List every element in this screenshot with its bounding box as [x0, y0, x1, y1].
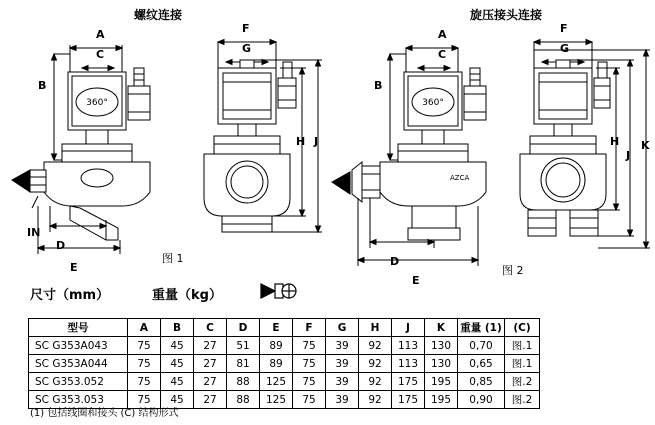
callout-b-fig1: B: [38, 79, 47, 92]
cell-model: SC G353.053: [29, 391, 128, 409]
table-row: [29, 355, 540, 373]
cell-model: SC G353A043: [29, 337, 128, 355]
th-weight: 重量 (1): [458, 319, 505, 337]
cell-b: 45: [161, 355, 194, 373]
callout-d-fig1: D: [56, 239, 66, 252]
callout-k-fig2: K: [641, 139, 650, 152]
cell-j: 175: [392, 391, 425, 409]
th-c: C: [194, 319, 227, 337]
th-a: A: [128, 319, 161, 337]
cell-a: 75: [128, 337, 161, 355]
th-model: 型号: [29, 319, 128, 337]
th-construction: (C): [505, 319, 540, 337]
th-b: B: [161, 319, 194, 337]
figure-caption-2: 图 2: [502, 264, 524, 277]
group-title-compression: 旋压接头连接: [470, 8, 543, 22]
cell-a: 75: [128, 355, 161, 373]
valve-drawing-fig1-sideview: [190, 20, 330, 270]
label-weight: 重量（kg）: [152, 288, 222, 303]
cell-e: 89: [260, 337, 293, 355]
callout-j-fig1: J: [314, 135, 319, 148]
cell-f: 75: [293, 355, 326, 373]
cell-f: 75: [293, 373, 326, 391]
callout-a-fig1: A: [96, 28, 105, 41]
valve-drawing-fig2-compression: [328, 20, 518, 280]
callout-g-fig2: G: [560, 42, 570, 55]
callout-d-fig2: D: [390, 255, 400, 268]
cell-c: 27: [194, 337, 227, 355]
callout-h-fig1: H: [296, 135, 306, 148]
group-title-threaded: 螺纹连接: [134, 8, 183, 22]
valve-drawing-fig2-sideview: [508, 20, 654, 280]
svg-text:360°: 360°: [86, 98, 108, 108]
callout-e-fig1: E: [70, 261, 78, 274]
cell-j: 113: [392, 337, 425, 355]
cell-c: 27: [194, 373, 227, 391]
callout-c-fig2: C: [438, 48, 447, 61]
cell-a: 75: [128, 373, 161, 391]
cell-e: 125: [260, 391, 293, 409]
cell-weight: 0,85: [458, 373, 505, 391]
cell-weight: 0,65: [458, 355, 505, 373]
cell-weight: 0,90: [458, 391, 505, 409]
cell-k: 195: [425, 391, 458, 409]
th-e: E: [260, 319, 293, 337]
valve-drawing-fig1-threaded: [10, 20, 210, 280]
cell-j: 113: [392, 355, 425, 373]
cell-construction: 图.1: [505, 355, 540, 373]
cell-g: 39: [326, 337, 359, 355]
table-row: [29, 373, 540, 391]
cell-d: 88: [227, 391, 260, 409]
cell-d: 88: [227, 373, 260, 391]
th-k: K: [425, 319, 458, 337]
cell-k: 130: [425, 355, 458, 373]
cell-d: 51: [227, 337, 260, 355]
cell-b: 45: [161, 337, 194, 355]
callout-f-fig2: F: [560, 22, 568, 35]
figure-caption-1: 图 1: [162, 252, 184, 265]
callout-g-fig1: G: [242, 42, 252, 55]
table-header-row: [29, 319, 540, 337]
th-g: G: [326, 319, 359, 337]
cell-e: 89: [260, 355, 293, 373]
cell-c: 27: [194, 391, 227, 409]
cell-g: 39: [326, 355, 359, 373]
label-dimensions: 尺寸（mm）: [30, 288, 110, 303]
cell-h: 92: [359, 355, 392, 373]
cell-model: SC G353A044: [29, 355, 128, 373]
cell-b: 45: [161, 391, 194, 409]
cell-k: 195: [425, 373, 458, 391]
valve-symbol-icon: [258, 280, 300, 302]
callout-f-fig1: F: [242, 22, 250, 35]
cell-c: 27: [194, 355, 227, 373]
cell-construction: 图.2: [505, 373, 540, 391]
callout-e-fig2: E: [412, 274, 420, 287]
cell-h: 92: [359, 391, 392, 409]
cell-a: 75: [128, 391, 161, 409]
table-footnote: (1) 包括线圈和接头 (C) 结构形式: [30, 408, 179, 419]
cell-g: 39: [326, 373, 359, 391]
cell-d: 81: [227, 355, 260, 373]
cell-g: 39: [326, 391, 359, 409]
cell-model: SC G353.052: [29, 373, 128, 391]
svg-text:360°: 360°: [422, 98, 444, 108]
th-h: H: [359, 319, 392, 337]
th-j: J: [392, 319, 425, 337]
cell-j: 175: [392, 373, 425, 391]
cell-h: 92: [359, 373, 392, 391]
cell-construction: 图.2: [505, 391, 540, 409]
cell-construction: 图.1: [505, 337, 540, 355]
table-row: [29, 337, 540, 355]
callout-h-fig2: H: [610, 135, 620, 148]
cell-f: 75: [293, 391, 326, 409]
callout-j-fig2: J: [626, 149, 631, 162]
dimension-table: [28, 318, 540, 409]
cell-e: 125: [260, 373, 293, 391]
cell-weight: 0,70: [458, 337, 505, 355]
callout-b-fig2: B: [374, 79, 383, 92]
cell-h: 92: [359, 337, 392, 355]
cell-k: 130: [425, 337, 458, 355]
callout-a-fig2: A: [438, 28, 447, 41]
cell-f: 75: [293, 337, 326, 355]
cell-b: 45: [161, 373, 194, 391]
callout-in-fig1: IN: [27, 226, 41, 239]
callout-c-fig1: C: [96, 48, 105, 61]
svg-text:AZCA: AZCA: [450, 174, 470, 182]
th-f: F: [293, 319, 326, 337]
th-d: D: [227, 319, 260, 337]
